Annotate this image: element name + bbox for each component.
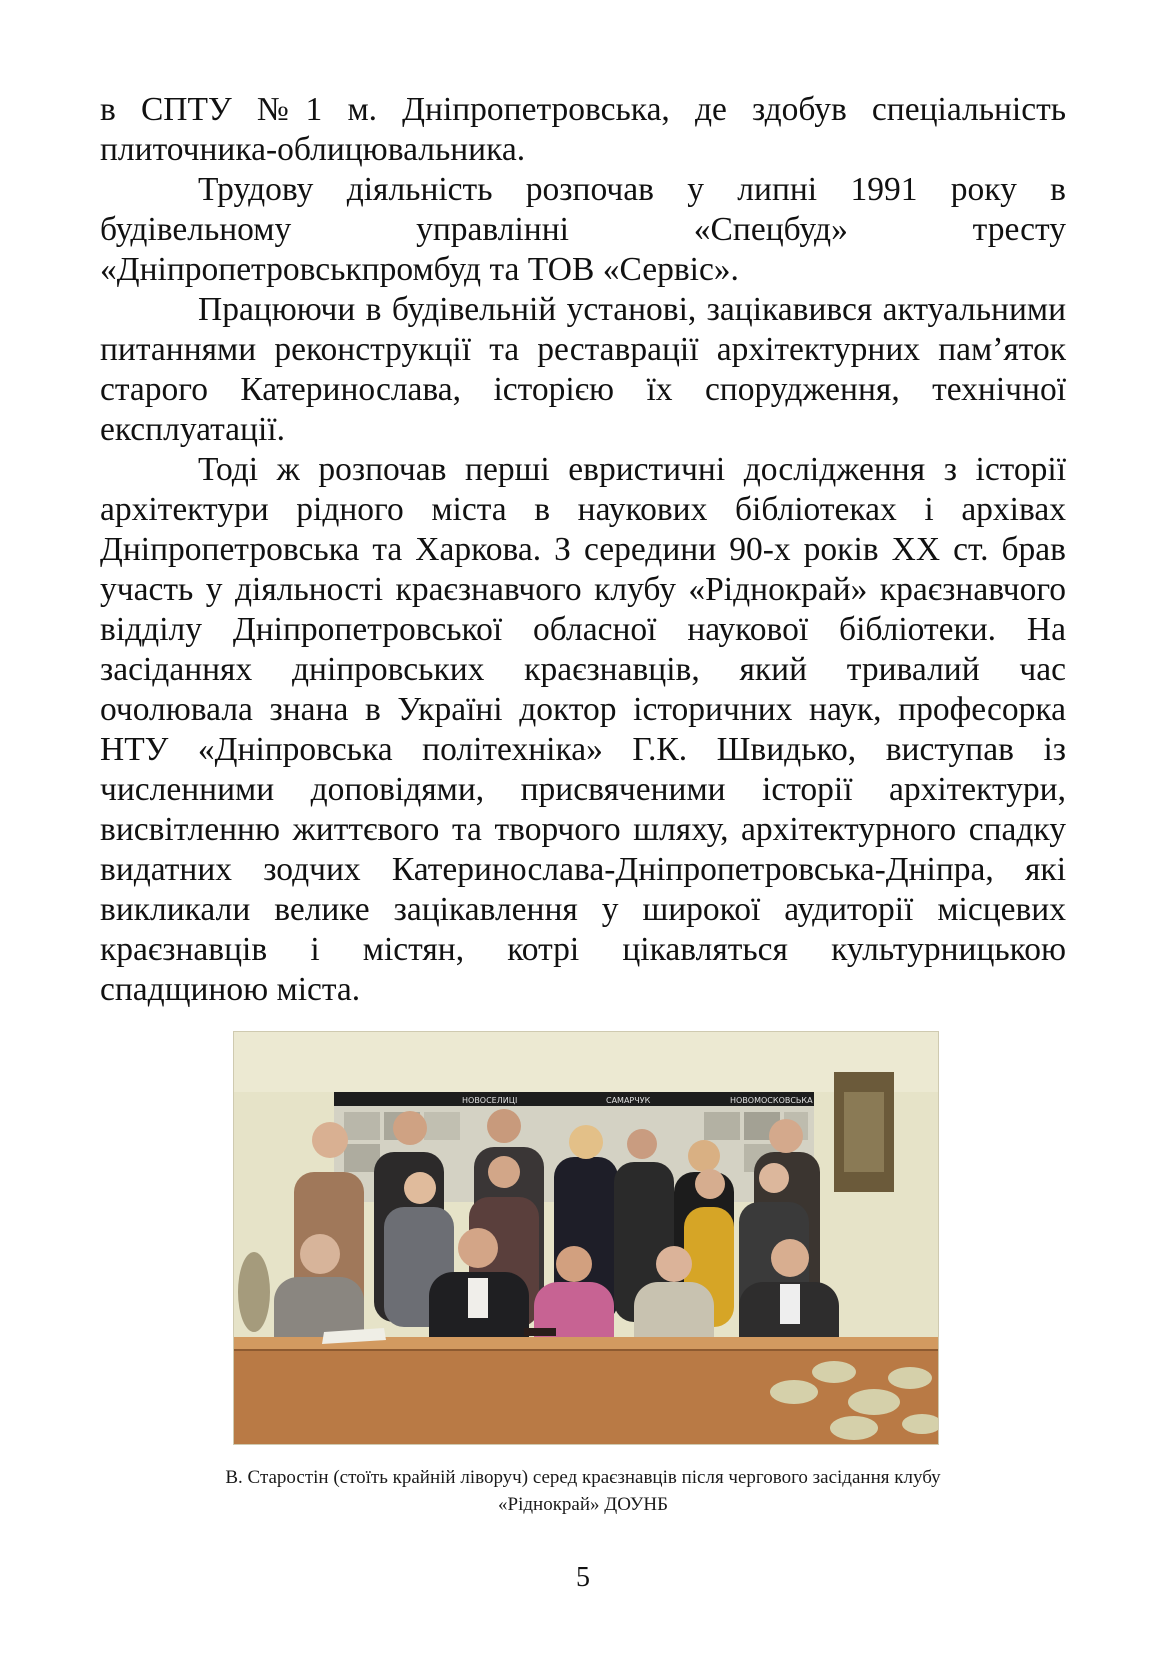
photo-caption: В. Старостін (стоїть крайній ліворуч) серед краєзнавців після чергового засідання клубу «Ріднокрай» ДОУНБ [225,1467,941,1515]
page-number: 5 [576,1562,590,1593]
paragraph-1: в СПТУ №1 м. Дніпропетровська, де здобув спеціальність плиточника-облицювальника. [100,91,1066,168]
group-photo-illustration [234,1032,938,1444]
poster-label-1: НОВОСЕЛИЦІ [462,1096,518,1105]
paragraph-2: Трудову діяльність розпочав у липні 1991 року в будівельному управлінні «Спецбуд» тресту «Дніпропетровськпромбуд та ТОВ «Сервіс». [100,171,1066,288]
body-text [100,90,1066,1010]
poster-label-3: НОВОМОСКОВСЬКА [730,1096,813,1105]
poster-label-2: САМАРЧУК [606,1096,651,1105]
paragraph-3: Працюючи в будівельній установі, зацікавився актуальними питаннями реконструкції та реставрації архітектурних пам’яток старого Катеринослава, історією їх спорудження, технічної експлуатації. [100,291,1066,448]
group-photo [234,1032,938,1444]
paragraph-4: Тоді ж розпочав перші евристичні дослідження з історії архітектури рідного міста в наукових бібліотеках і архівах Дніпропетровська та Харкова. З середини 90-х років XX ст. брав участь у діяльності краєзнавчого клубу «Ріднокрай» краєзнавчого відділу Дніпропетровської обласної наукової бібліотеки. На засіданнях дніпровських краєзнавців, який тривалий час очолювала знана в Україні доктор історичних наук, професорка НТУ «Дніпровська політехніка» Г.К. Швидько, виступав із численними доповідями, присвяченими історії архітектури, висвітленню життєвого та творчого шляху, архітектурного спадку видатних зодчих Катеринослава-Дніпропетровська-Дніпра, які викликали велике зацікавлення у широкої аудиторії місцевих краєзнавців і містян, котрі цікавляться культурницькою спадщиною міста. [100,451,1066,1008]
